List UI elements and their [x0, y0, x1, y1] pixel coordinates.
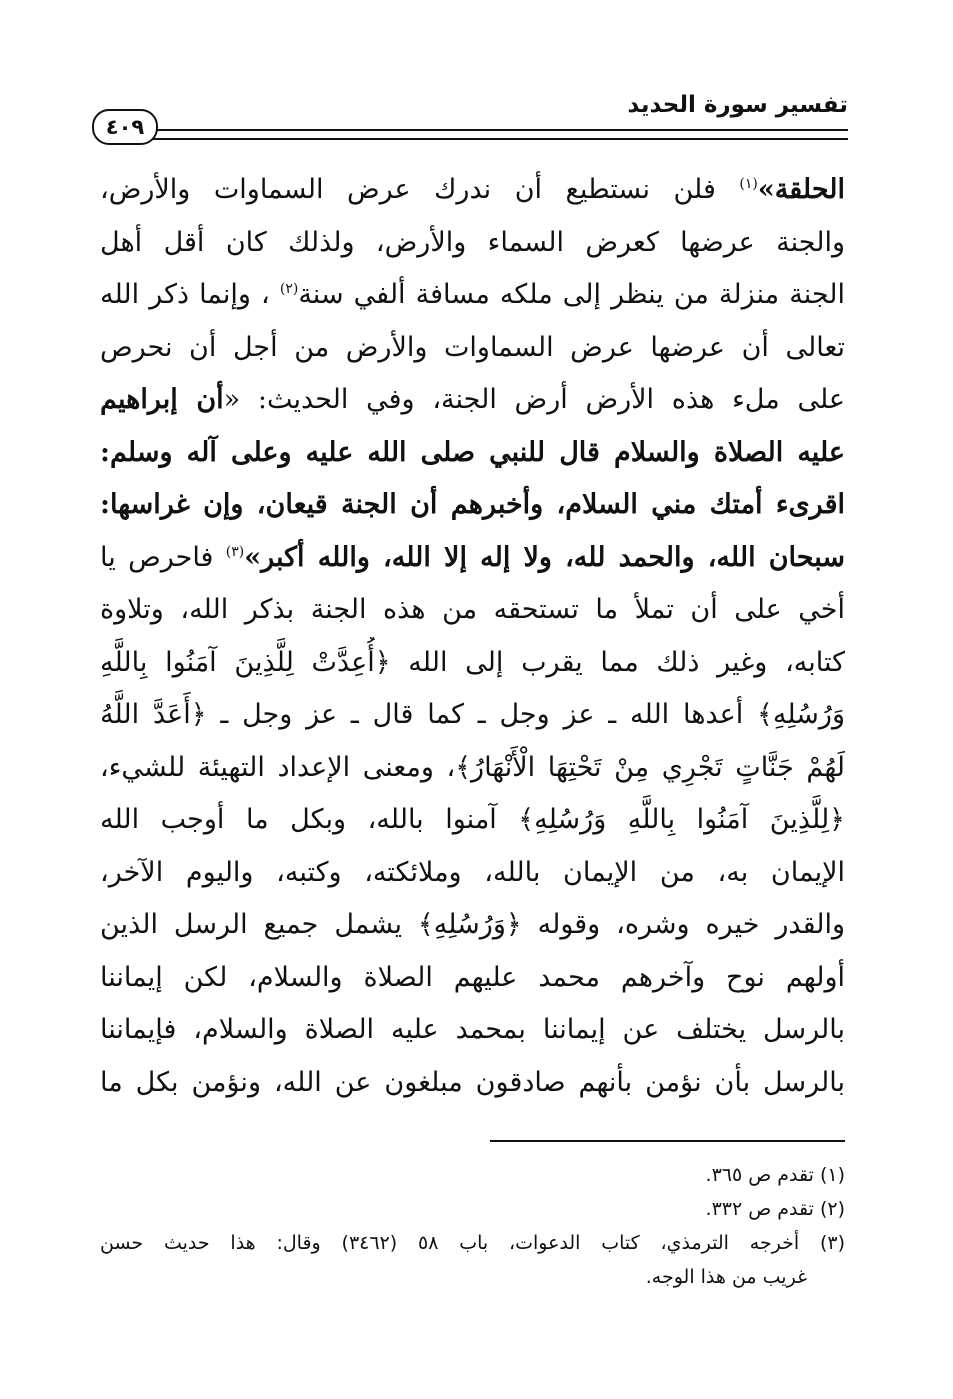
- page-header: [86, 86, 848, 146]
- body-line: [100, 479, 845, 532]
- body-line: [100, 637, 845, 690]
- text-run: على ملء هذه الأرض أرض الجنة، وفي الحديث: «: [223, 384, 845, 415]
- text-run: بالرسل بأن نؤمن بأنهم صادقون مبلغون عن الله، ونؤمن بكل ما: [100, 1066, 845, 1098]
- text-run: بالرسل يختلف عن إيماننا بمحمد عليه الصلاة والسلام، فإيماننا: [100, 1014, 845, 1045]
- text-run: لَهُمْ جَنَّاتٍ تَجْرِي مِنْ تَحْتِهَا الْأَنْهَارُ﴾، ومعنى الإعداد التهيئة للشيء،: [100, 751, 845, 783]
- body-line: [100, 1057, 845, 1110]
- body-line: [100, 532, 845, 585]
- text-run: والقدر خيره وشره، وقوله ﴿وَرُسُلِهِ﴾ يشمل جميع الرسل الذين: [100, 909, 845, 940]
- text-run: أولهم نوح وآخرهم محمد عليهم الصلاة والسلام، لكن إيماننا: [100, 961, 845, 993]
- body-line: [100, 1004, 845, 1057]
- body-line: [100, 164, 845, 217]
- text-run: تعالى أن عرضها عرض السماوات والأرض من أجل أن نحرص: [100, 331, 845, 363]
- text-run: الجنة منزلة من ينظر إلى ملكه مسافة ألفي سنة: [298, 279, 845, 310]
- text-run: كتابه، وغير ذلك مما يقرب إلى الله ﴿أُعِدَّتْ لِلَّذِينَ آمَنُوا بِاللَّهِ: [100, 646, 845, 678]
- text-run: ﴿لِلَّذِينَ آمَنُوا بِاللَّهِ وَرُسُلِهِ﴾ آمنوا بالله، وبكل ما أوجب الله: [100, 804, 845, 835]
- body-line: [100, 689, 845, 742]
- body-line: [100, 794, 845, 847]
- footnote-marker: (٢): [279, 281, 299, 297]
- body-line: [100, 427, 845, 480]
- footnote-marker: (١): [739, 176, 758, 192]
- text-run: وَرُسُلِهِ﴾ أعدها الله ـ عز وجل ـ كما قال ـ عز وجل ـ ﴿أَعَدَّ اللَّهُ: [100, 699, 845, 730]
- text-run: فاحرص يا: [100, 541, 226, 573]
- body-line: [100, 847, 845, 900]
- footnotes: [100, 1158, 845, 1294]
- footnote: (٣) أخرجه الترمذي، كتاب الدعوات، باب ٥٨ (٣٤٦٢) وقال: هذا حديث حسن: [100, 1232, 846, 1254]
- footnote-separator: [490, 1140, 845, 1142]
- text-run: الإيمان به، من الإيمان بالله، وملائكته، وكتبه، واليوم الآخر،: [100, 856, 845, 888]
- body-line: [100, 742, 845, 795]
- body-line: [100, 269, 845, 322]
- text-run: والجنة عرضها كعرض السماء والأرض، ولذلك كان أقل أهل: [100, 226, 845, 258]
- body-line: [100, 584, 845, 637]
- body-line: [100, 952, 845, 1005]
- body-line: [100, 217, 845, 270]
- footnote-marker: (٣): [225, 543, 245, 560]
- footnote: (١) تقدم ص ٣٦٥.: [705, 1164, 845, 1186]
- text-run: ، وإنما ذكر الله: [100, 279, 280, 310]
- text-run: أخي على أن تملأ ما تستحقه من هذه الجنة بذكر الله، وتلاوة: [100, 594, 845, 625]
- book-title: تفسير سورة الحديد: [627, 92, 848, 118]
- text-run: سبحان الله، والحمد لله، ولا إله إلا الله، والله أكبر»: [244, 541, 845, 573]
- page-number: ٤٠٩: [92, 109, 158, 145]
- body-line: [100, 374, 845, 427]
- text-run: فلن نستطيع أن ندرك عرض السماوات والأرض،: [100, 174, 740, 205]
- body-text: [100, 164, 845, 1109]
- footnote: غريب من هذا الوجه.: [645, 1266, 807, 1288]
- text-run: اقرىء أمتك مني السلام، وأخبرهم أن الجنة قيعان، وإن غراسها:: [100, 489, 845, 520]
- footnote: (٢) تقدم ص ٣٣٢.: [705, 1198, 845, 1220]
- header-rule: [148, 129, 848, 140]
- body-line: [100, 322, 845, 375]
- text-run: أن إبراهيم: [100, 384, 224, 415]
- body-line: [100, 899, 845, 952]
- text-run: الحلقة»: [757, 174, 845, 205]
- text-run: عليه الصلاة والسلام قال للنبي صلى الله عليه وعلى آله وسلم:: [100, 436, 845, 468]
